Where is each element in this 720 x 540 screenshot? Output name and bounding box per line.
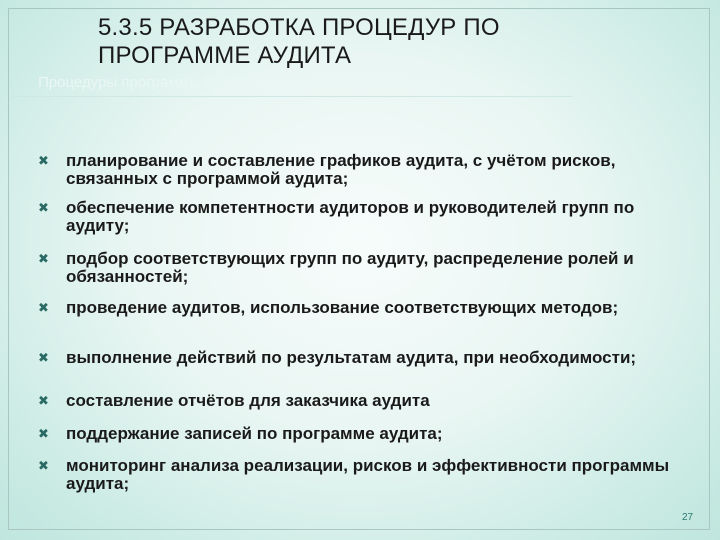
cross-bullet-icon: ✖ [38, 458, 49, 473]
list-item-text: подбор соответствующих групп по аудиту, распределение ролей и обязанностей; [66, 249, 634, 286]
list-item-text: планирование и составление графиков аудита, с учётом рисков, связанных с программой аудита; [66, 151, 616, 188]
list-item-text: поддержание записей по программе аудита; [66, 424, 443, 443]
list-item-text: проведение аудитов, использование соответствующих методов; [66, 298, 619, 317]
cross-bullet-icon: ✖ [38, 393, 49, 408]
list-item-text: составление отчётов для заказчика аудита [66, 391, 430, 410]
cross-bullet-icon: ✖ [38, 300, 49, 315]
cross-bullet-icon: ✖ [38, 153, 49, 168]
cross-bullet-icon: ✖ [38, 350, 49, 365]
page-number: 27 [682, 512, 694, 523]
cross-bullet-icon: ✖ [38, 200, 49, 215]
cross-bullet-icon: ✖ [38, 251, 49, 266]
list-item-text: мониторинг анализа реализации, рисков и эффективности программы аудита; [66, 456, 670, 493]
list-item-text: выполнение действий по результатам аудита, при необходимости; [66, 348, 637, 367]
cross-bullet-icon: ✖ [38, 426, 49, 441]
slide-subtitle: Процедуры программы аудита должны охватывать: [38, 74, 398, 91]
slide-title: 5.3.5 РАЗРАБОТКА ПРОЦЕДУР ПО ПРОГРАММЕ АУДИТА [98, 14, 500, 69]
list-item-text: обеспечение компетентности аудиторов и руководителей групп по аудиту; [66, 198, 635, 235]
